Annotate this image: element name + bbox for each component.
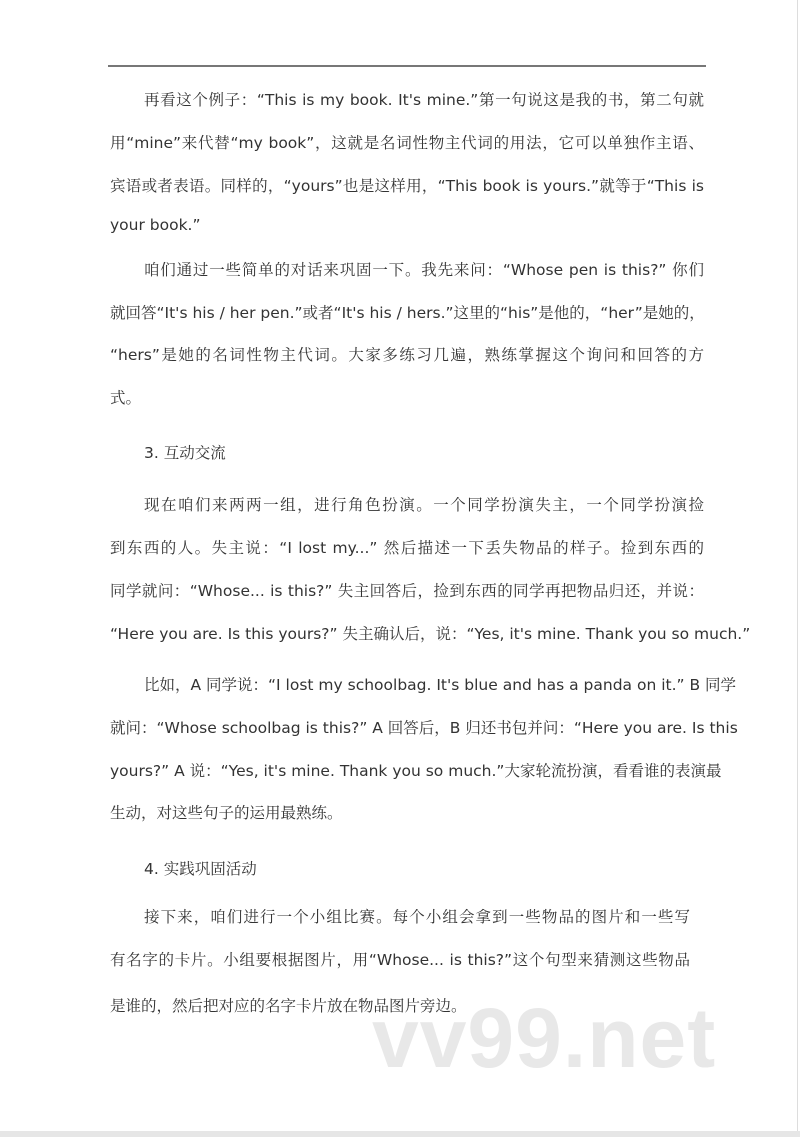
- paragraph-3-line-3: 同学就问：“Whose... is this?” 失主回答后，捡到东西的同学再把物品归还，并说：: [110, 582, 704, 600]
- paragraph-4-line-3: yours?” A 说：“Yes, it's mine. Thank you so much.”大家轮流扮演，看看谁的表演最: [110, 762, 722, 780]
- paragraph-1-line-3: 宾语或者表语。同样的，“yours”也是这样用，“This book is yours.”就等于“This is: [110, 177, 704, 195]
- paragraph-2-line-2: 就回答“It's his / her pen.”或者“It's his / hers.”这里的“his”是他的，“her”是她的，: [110, 304, 705, 322]
- paragraph-5-line-3: 是谁的，然后把对应的名字卡片放在物品图片旁边。: [110, 997, 467, 1015]
- paragraph-2-line-4: 式。: [110, 389, 142, 407]
- paragraph-4-line-2: 就问：“Whose schoolbag is this?” A 回答后，B 归还书包并问：“Here you are. Is this: [110, 719, 738, 737]
- paragraph-1-line-2: 用“mine”来代替“my book”，这就是名词性物主代词的用法，它可以单独作主语、: [110, 134, 704, 152]
- paragraph-1-line-4: your book.”: [110, 216, 201, 234]
- paragraph-4-line-4: 生动，对这些句子的运用最熟练。: [110, 804, 343, 822]
- paragraph-3-line-4: “Here you are. Is this yours?” 失主确认后，说：“Yes, it's mine. Thank you so much.”: [110, 625, 751, 643]
- header-rule: [108, 65, 706, 67]
- paragraph-1-line-1: 再看这个例子：“This is my book. It's mine.”第一句说这是我的书，第二句就: [144, 91, 704, 109]
- paragraph-3-line-2: 到东西的人。失主说：“I lost my...” 然后描述一下丢失物品的样子。捡到东西的: [110, 539, 704, 557]
- page-edge-bottom: [0, 1131, 800, 1137]
- paragraph-5-line-2: 有名字的卡片。小组要根据图片，用“Whose... is this?”这个句型来猜测这些物品: [110, 951, 690, 969]
- page-edge-right: [797, 0, 798, 1137]
- section-heading-4: 4. 实践巩固活动: [144, 860, 257, 878]
- paragraph-2-line-3: “hers”是她的名词性物主代词。大家多练习几遍，熟练掌握这个询问和回答的方: [110, 346, 704, 364]
- section-heading-3: 3. 互动交流: [144, 444, 226, 462]
- paragraph-2-line-1: 咱们通过一些简单的对话来巩固一下。我先来问：“Whose pen is this?” 你们: [144, 261, 704, 279]
- paragraph-5-line-1: 接下来，咱们进行一个小组比赛。每个小组会拿到一些物品的图片和一些写: [144, 908, 690, 926]
- paragraph-3-line-1: 现在咱们来两两一组，进行角色扮演。一个同学扮演失主，一个同学扮演捡: [144, 496, 704, 514]
- paragraph-4-line-1: 比如，A 同学说：“I lost my schoolbag. It's blue and has a panda on it.” B 同学: [144, 676, 737, 694]
- watermark: vv99.net: [372, 991, 717, 1085]
